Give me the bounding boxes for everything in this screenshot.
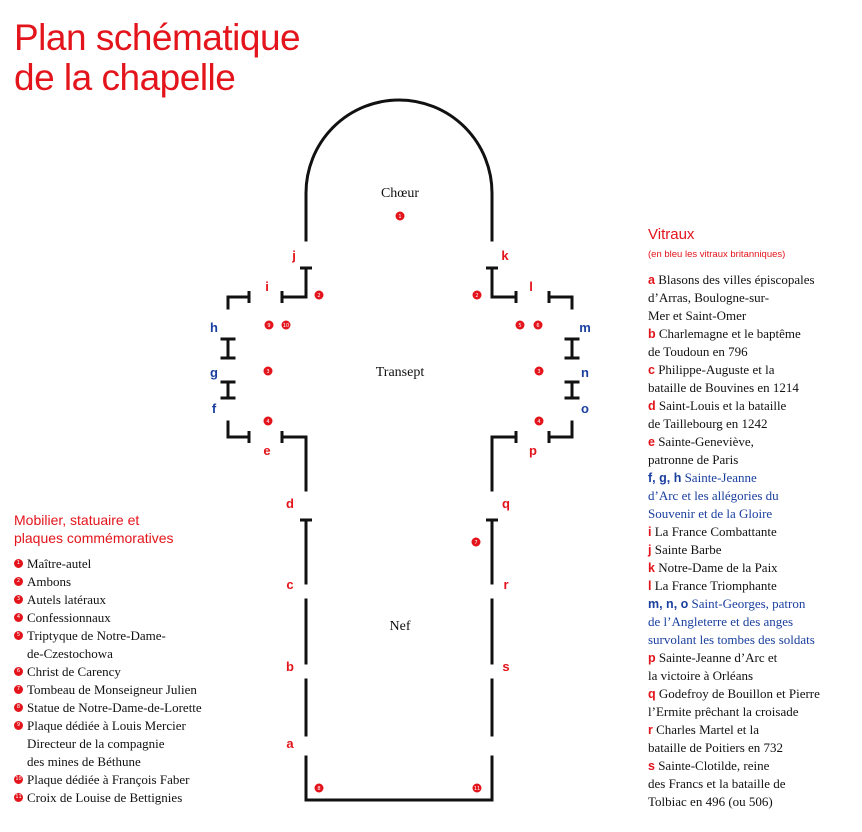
window-label-p: p <box>529 443 537 458</box>
vitraux-entry-text: bataille de Bouvines en 1214 <box>648 380 799 395</box>
vitraux-entry-key: p <box>648 651 656 665</box>
title-line-2: de la chapelle <box>14 57 236 98</box>
wall-segment <box>549 422 572 437</box>
vitraux-entry-text: Mer et Saint-Omer <box>648 308 747 323</box>
wall-ticks <box>249 268 549 520</box>
window-label-g: g <box>210 365 218 380</box>
vitraux-entry-text: Saint-Louis et la bataille <box>658 398 787 413</box>
area-label-choeur: Chœur <box>380 186 420 201</box>
vitraux-entry-line <box>648 775 860 793</box>
mobilier-item <box>14 591 274 609</box>
vitraux-entry-text: La France Combattante <box>654 524 777 539</box>
vitraux-entry-line <box>648 451 860 469</box>
mobilier-item-line: Plaque dédiée à Louis Mercier <box>27 718 186 733</box>
vitraux-entry-text: des Francs et la bataille de <box>648 776 786 791</box>
wall-segment <box>566 382 578 398</box>
mobilier-number-badge: 7 <box>14 685 23 694</box>
vitraux-entry-line <box>648 523 860 541</box>
mobilier-item-line: Confessionnaux <box>27 610 111 625</box>
marker-3-left <box>264 367 273 376</box>
vitraux-entry-key: r <box>648 723 653 737</box>
mobilier-item-line: Plaque dédiée à François Faber <box>27 772 190 787</box>
mobilier-item <box>14 717 274 771</box>
window-label-s: s <box>502 659 510 674</box>
marker-11 <box>473 784 482 793</box>
vitraux-list <box>648 271 860 811</box>
vitraux-entry-text: de Toudoun en 796 <box>648 344 748 359</box>
mobilier-heading <box>14 511 274 547</box>
marker-1-number: 1 <box>398 214 402 220</box>
vitraux-entry-line <box>648 487 860 505</box>
vitraux-entry-line <box>648 577 860 595</box>
marker-2-number: 2 <box>317 293 321 299</box>
mobilier-item-text <box>27 717 186 771</box>
vitraux-entry-line <box>648 703 860 721</box>
marker-5-number: 5 <box>518 323 522 329</box>
mobilier-heading-line-1: Mobilier, statuaire et <box>14 512 140 528</box>
vitraux-entry-line <box>648 271 860 289</box>
chapel-walls <box>222 100 578 800</box>
mobilier-item <box>14 699 274 717</box>
vitraux-entry-text: Sainte-Geneviève, <box>658 434 754 449</box>
marker-4-number: 4 <box>537 419 541 425</box>
mobilier-item <box>14 771 274 789</box>
marker-6-number: 6 <box>536 323 540 329</box>
marker-7 <box>472 538 481 547</box>
mobilier-item-line: Christ de Carency <box>27 664 121 679</box>
mobilier-number-badge: 1 <box>14 559 23 568</box>
marker-2-left <box>315 291 324 300</box>
vitraux-entry-text: Godefroy de Bouillon et Pierre <box>658 686 820 701</box>
wall-segment <box>222 339 234 358</box>
mobilier-item <box>14 555 274 573</box>
vitraux-entry-text: Sainte-Clotilde, reine <box>658 758 770 773</box>
vitraux-entry-line <box>648 595 860 613</box>
mobilier-number-badge: 4 <box>14 613 23 622</box>
window-label-b: b <box>286 659 294 674</box>
mobilier-number-badge: 5 <box>14 631 23 640</box>
mobilier-item-text <box>27 591 106 609</box>
vitraux-entry-text: la victoire à Orléans <box>648 668 754 683</box>
marker-5 <box>516 321 525 330</box>
mobilier-item <box>14 789 274 807</box>
marker-1 <box>396 212 405 221</box>
mobilier-number-badge: 2 <box>14 577 23 586</box>
mobilier-number-badge: 9 <box>14 721 23 730</box>
marker-9-number: 9 <box>267 323 271 329</box>
vitraux-entry-line <box>648 469 860 487</box>
vitraux-entry-key: j <box>648 543 652 557</box>
window-label-h: h <box>210 320 218 335</box>
marker-4-number: 4 <box>266 419 270 425</box>
vitraux-entry-key: a <box>648 273 655 287</box>
vitraux-entry-line <box>648 721 860 739</box>
window-label-l: l <box>529 279 533 294</box>
wall-segment <box>566 339 578 358</box>
vitraux-entry-line <box>648 379 860 397</box>
marker-4-left <box>264 417 273 426</box>
marker-4-right <box>535 417 544 426</box>
mobilier-heading-line-2: plaques commémoratives <box>14 530 174 546</box>
mobilier-item-text <box>27 555 91 573</box>
mobilier-item-line: Maître-autel <box>27 556 92 571</box>
vitraux-entry-line <box>648 307 860 325</box>
mobilier-item-text <box>27 771 189 789</box>
mobilier-item-text <box>27 699 202 717</box>
vitraux-entry-text: Saint-Georges, patron <box>691 596 806 611</box>
mobilier-item <box>14 663 274 681</box>
vitraux-entry-line <box>648 343 860 361</box>
vitraux-entry-text: d’Arras, Boulogne-sur- <box>648 290 770 305</box>
wall-segment <box>492 437 516 490</box>
marker-6 <box>534 321 543 330</box>
vitraux-entry-line <box>648 541 860 559</box>
wall-segment <box>492 268 516 297</box>
vitraux-entry-text: Tolbiac en 496 (ou 506) <box>648 794 773 809</box>
vitraux-entry-line <box>648 757 860 775</box>
vitraux-entry-text: Philippe-Auguste et la <box>658 362 775 377</box>
window-label-n: n <box>581 365 589 380</box>
vitraux-entry-text: Sainte-Jeanne d’Arc et <box>658 650 778 665</box>
window-label-c: c <box>286 577 294 592</box>
vitraux-entry-key: k <box>648 561 655 575</box>
vitraux-entry-line <box>648 631 860 649</box>
vitraux-entry-line <box>648 289 860 307</box>
mobilier-item-text <box>27 573 71 591</box>
area-label-nef: Nef <box>389 619 411 634</box>
vitraux-entry-text: bataille de Poitiers en 732 <box>648 740 784 755</box>
vitraux-entry-key: s <box>648 759 655 773</box>
vitraux-entry-text: Notre-Dame de la Paix <box>658 560 778 575</box>
vitraux-entry-text: Blasons des villes épiscopales <box>658 272 815 287</box>
vitraux-entry-key: e <box>648 435 655 449</box>
vitraux-entry-key: b <box>648 327 656 341</box>
wall-segment <box>549 297 572 308</box>
vitraux-entry-key: c <box>648 363 655 377</box>
vitraux-heading: Vitraux <box>648 226 695 243</box>
vitraux-entry-line <box>648 793 860 811</box>
vitraux-entry-key: f, g, h <box>648 471 682 485</box>
window-label-q: q <box>502 496 510 511</box>
vitraux-entry-line <box>648 325 860 343</box>
mobilier-item-text <box>27 627 166 663</box>
wall-segment <box>306 757 492 800</box>
marker-8 <box>315 784 324 793</box>
vitraux-entry-line <box>648 397 860 415</box>
mobilier-item-text <box>27 681 197 699</box>
mobilier-legend <box>14 511 274 807</box>
vitraux-entry-text: patronne de Paris <box>648 452 739 467</box>
vitraux-entry-text: de Taillebourg en 1242 <box>648 416 768 431</box>
vitraux-entry-key: l <box>648 579 652 593</box>
vitraux-entry-text: l’Ermite prêchant la croisade <box>648 704 799 719</box>
wall-segment <box>222 382 234 398</box>
marker-10-number: 10 <box>282 323 290 329</box>
marker-3-number: 3 <box>266 369 270 375</box>
vitraux-entry-text: Souvenir et de la Gloire <box>648 506 773 521</box>
mobilier-number-badge: 10 <box>15 776 22 782</box>
window-label-i: i <box>265 279 269 294</box>
window-label-f: f <box>211 401 217 416</box>
vitraux-entry-line <box>648 559 860 577</box>
mobilier-number-badge: 3 <box>14 595 23 604</box>
marker-11-number: 11 <box>473 786 481 792</box>
vitraux-entry-line <box>648 613 860 631</box>
marker-9 <box>265 321 274 330</box>
mobilier-list <box>14 555 274 807</box>
wall-segment <box>228 422 249 437</box>
wall-segment <box>228 297 249 308</box>
mobilier-item-text <box>27 609 111 627</box>
vitraux-entry-text: survolant les tombes des soldats <box>648 632 815 647</box>
vitraux-entry-text: La France Triomphante <box>654 578 777 593</box>
area-label-transept: Transept <box>375 365 425 380</box>
vitraux-entry-line <box>648 433 860 451</box>
mobilier-item <box>14 627 274 663</box>
window-label-m: m <box>579 320 591 335</box>
wall-segment <box>282 437 306 490</box>
window-label-j: j <box>292 248 296 263</box>
mobilier-item <box>14 609 274 627</box>
area-labels <box>376 186 425 634</box>
marker-2-number: 2 <box>475 293 479 299</box>
mobilier-number-badge: 11 <box>15 794 22 800</box>
vitraux-entry-text: Sainte Barbe <box>654 542 722 557</box>
mobilier-item-text <box>27 663 121 681</box>
vitraux-entry-line <box>648 415 860 433</box>
vitraux-entry-text: d’Arc et les allégories du <box>648 488 779 503</box>
vitraux-entry-text: Sainte-Jeanne <box>684 470 757 485</box>
mobilier-item-line: Triptyque de Notre-Dame- <box>27 628 166 643</box>
mobilier-item <box>14 681 274 699</box>
vitraux-entry-text: de l’Angleterre et des anges <box>648 614 794 629</box>
vitraux-entry-line <box>648 505 860 523</box>
mobilier-item-line: Tombeau de Monseigneur Julien <box>27 682 197 697</box>
vitraux-subheading: (en bleu les vitraux britanniques) <box>648 249 786 260</box>
vitraux-legend <box>648 226 860 811</box>
mobilier-item-line: Autels latéraux <box>27 592 107 607</box>
mobilier-item-line: Directeur de la compagnie <box>27 736 165 751</box>
window-label-k: k <box>501 248 509 263</box>
vitraux-entry-line <box>648 649 860 667</box>
vitraux-entry-key: m, n, o <box>648 597 689 611</box>
marker-2-right <box>473 291 482 300</box>
vitraux-entry-line <box>648 667 860 685</box>
window-label-o: o <box>581 401 589 416</box>
vitraux-entry-line <box>648 739 860 757</box>
window-label-d: d <box>286 496 294 511</box>
vitraux-entry-line <box>648 685 860 703</box>
vitraux-entry-text: Charles Martel et la <box>656 722 760 737</box>
mobilier-item-line: Croix de Louise de Bettignies <box>27 790 183 805</box>
wall-segment <box>282 268 306 297</box>
mobilier-number-badge: 6 <box>14 667 23 676</box>
vitraux-entry-key: i <box>648 525 652 539</box>
vitraux-entry-text: Charlemagne et le baptême <box>658 326 801 341</box>
mobilier-item <box>14 573 274 591</box>
mobilier-item-line: Ambons <box>27 574 72 589</box>
window-label-r: r <box>503 577 509 592</box>
marker-3-number: 3 <box>537 369 541 375</box>
marker-10 <box>282 321 291 330</box>
mobilier-item-line: de-Czestochowa <box>27 646 113 661</box>
marker-3-right <box>535 367 544 376</box>
marker-8-number: 8 <box>317 786 321 792</box>
marker-7-number: 7 <box>474 540 478 546</box>
mobilier-item-line: des mines de Béthune <box>27 754 141 769</box>
mobilier-item-line: Statue de Notre-Dame-de-Lorette <box>27 700 202 715</box>
vitraux-entry-key: d <box>648 399 656 413</box>
title-line-1: Plan schématique <box>14 17 301 58</box>
window-label-e: e <box>263 443 271 458</box>
window-label-a: a <box>286 736 294 751</box>
vitraux-entry-key: q <box>648 687 656 701</box>
vitraux-entry-line <box>648 361 860 379</box>
mobilier-item-text <box>27 789 182 807</box>
mobilier-number-badge: 8 <box>14 703 23 712</box>
